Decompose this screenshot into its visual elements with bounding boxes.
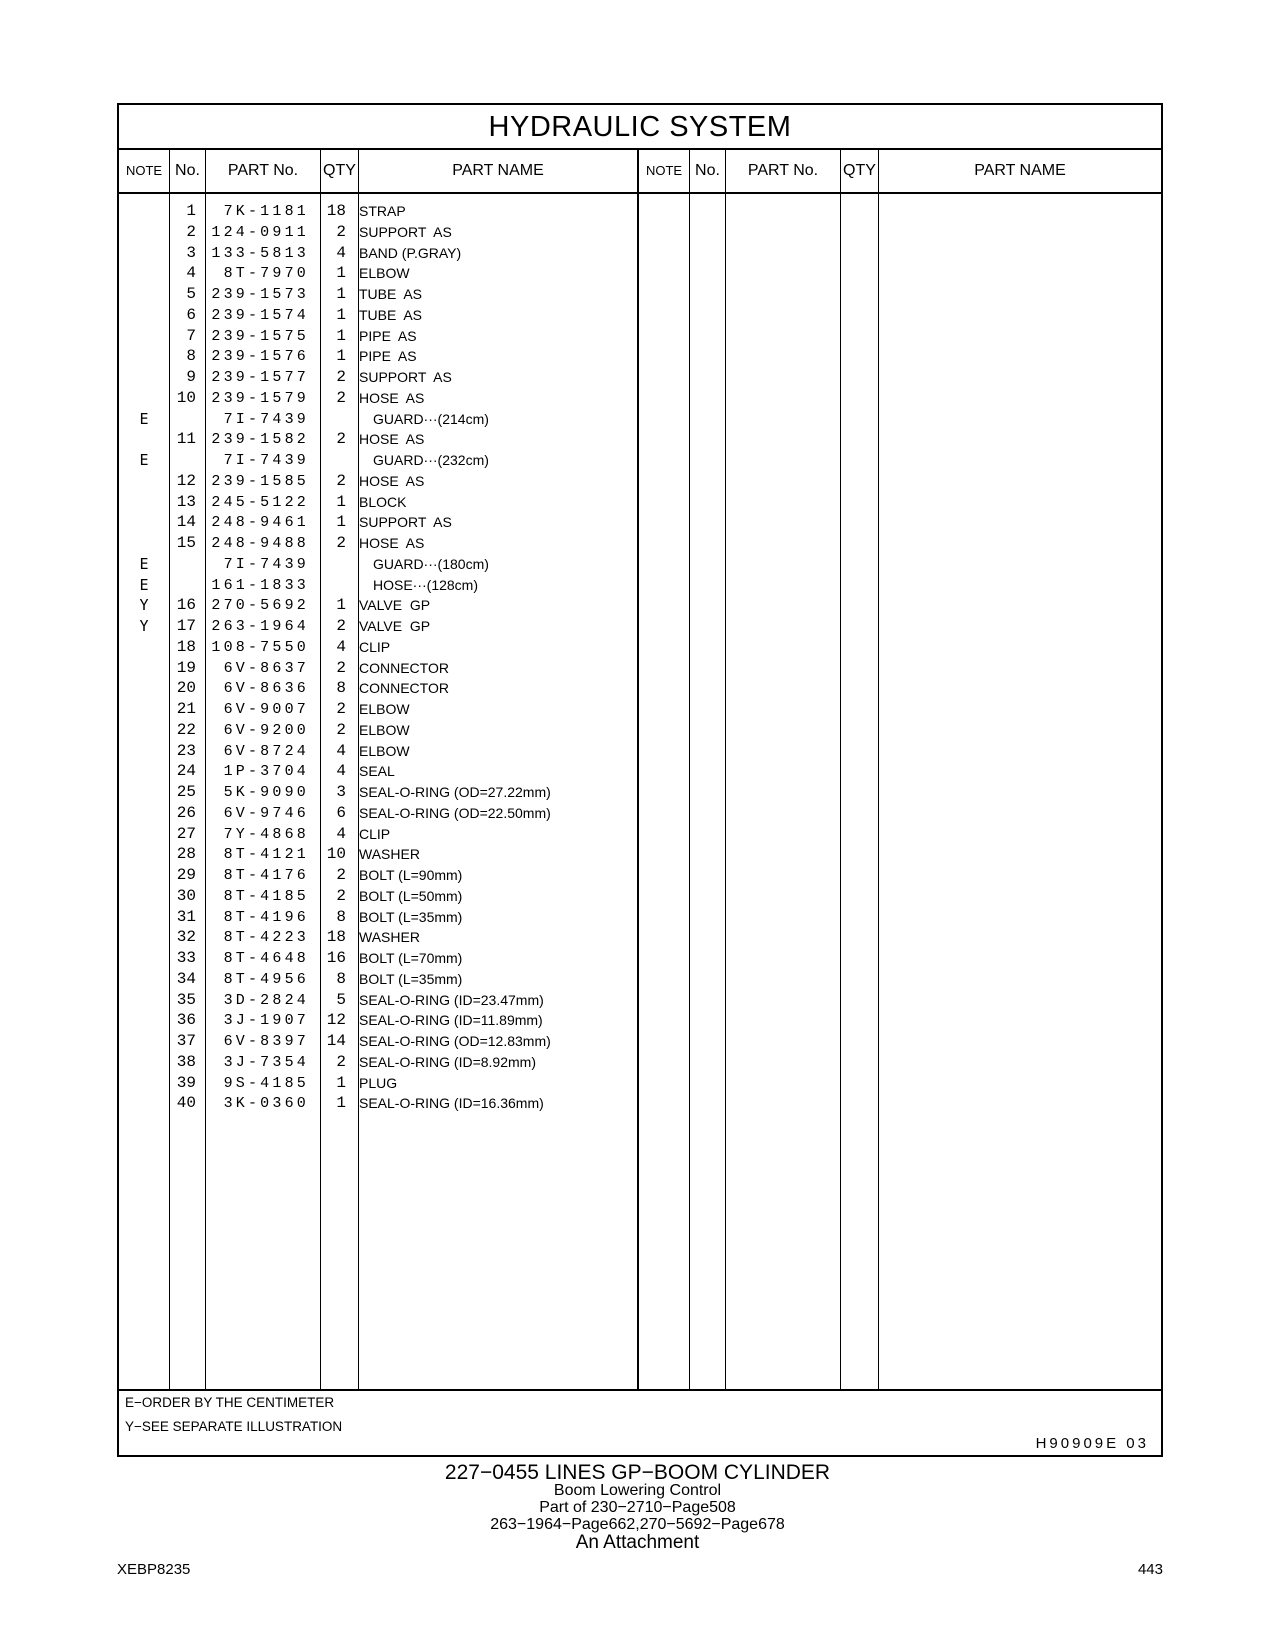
part-number-cell: 8T-4223 (223, 929, 309, 947)
part-name-cell: BLOCK (359, 493, 407, 510)
table-row (119, 575, 1161, 596)
part-number-cell: 6V-9007 (223, 701, 309, 718)
header-note-left: NOTE (125, 163, 163, 178)
table-header (119, 150, 1161, 194)
quantity-cell: 18 (326, 928, 346, 947)
quantity-cell: 2 (336, 886, 346, 905)
part-name-cell: VALVE GP (359, 618, 431, 634)
part-number-cell: 270-5692 (211, 597, 309, 615)
item-number-cell: 33 (176, 949, 196, 967)
part-number-cell: 7I-7439 (223, 452, 309, 469)
table-row (119, 637, 1161, 658)
item-number-cell: 4 (186, 264, 196, 283)
item-number-cell: 14 (176, 513, 196, 532)
part-number-cell: 239-1582 (211, 431, 309, 449)
quantity-cell: 2 (336, 368, 346, 386)
item-number-cell: 12 (176, 471, 196, 490)
caption-title: 227−0455 LINES GP−BOOM CYLINDER (444, 1461, 831, 1484)
item-number-cell: 25 (176, 783, 196, 801)
table-row (119, 658, 1161, 679)
table-row (119, 1031, 1161, 1052)
table-row (119, 554, 1161, 575)
part-name-cell: WASHER (359, 846, 420, 863)
part-number-cell: 3J-7354 (223, 1053, 309, 1071)
part-name-cell: CLIP (359, 825, 391, 842)
item-number-cell: 39 (176, 1073, 196, 1092)
quantity-cell: 2 (336, 720, 346, 739)
quantity-cell: 5 (336, 990, 346, 1009)
table-row (119, 1010, 1161, 1031)
part-name-cell: BOLT (L=35mm) (359, 970, 463, 987)
part-name-cell: SEAL-O-RING (ID=11.89mm) (359, 1012, 543, 1029)
part-number-cell: 8T-4196 (223, 908, 309, 926)
quantity-cell: 12 (326, 1011, 346, 1030)
table-row (119, 616, 1161, 637)
quantity-cell: 4 (336, 243, 346, 262)
item-number-cell: 13 (176, 492, 196, 511)
part-number-cell: 245-5122 (211, 493, 309, 511)
quantity-cell: 1 (336, 285, 346, 303)
item-number-cell: 20 (176, 679, 196, 698)
part-number-cell: 3D-2824 (223, 991, 309, 1009)
caption-subtitle: Boom Lowering Control (553, 1482, 722, 1499)
header-part-no-right: PART No. (747, 162, 819, 179)
item-number-cell: 7 (186, 326, 196, 345)
part-name-cell: HOSE···(128cm) (373, 576, 479, 593)
part-number-cell: 8T-4121 (223, 846, 309, 864)
table-row (119, 326, 1161, 347)
table-row (119, 222, 1161, 243)
part-number-cell: 239-1575 (211, 327, 309, 345)
part-name-cell: HOSE AS (359, 472, 425, 489)
part-number-cell: 6V-8637 (223, 659, 309, 677)
table-row (119, 1073, 1161, 1094)
table-row (119, 720, 1161, 741)
table-row (119, 388, 1161, 409)
table-row (119, 741, 1161, 762)
item-number-cell: 29 (176, 866, 196, 884)
part-number-cell: 1P-3704 (223, 763, 309, 781)
table-row (119, 512, 1161, 533)
table-row (119, 450, 1161, 471)
quantity-cell: 4 (336, 637, 346, 656)
part-number-cell: 248-9488 (211, 535, 309, 552)
part-name-cell: BOLT (L=50mm) (359, 887, 463, 904)
item-number-cell: 23 (176, 741, 196, 760)
header-note-right: NOTE (645, 163, 683, 178)
quantity-cell: 8 (336, 969, 346, 988)
quantity-cell: 1 (336, 513, 346, 532)
quantity-cell: 16 (326, 949, 346, 967)
table-row (119, 243, 1161, 264)
item-number-cell: 32 (176, 928, 196, 947)
quantity-cell: 2 (336, 866, 346, 884)
part-name-cell: ELBOW (359, 701, 410, 717)
footnote-y: Y−SEE SEPARATE ILLUSTRATION (125, 1419, 343, 1434)
header-no-right: No. (695, 162, 720, 179)
table-row (119, 492, 1161, 513)
part-number-cell: 7Y-4868 (223, 825, 309, 843)
caption-part-of: Part of 230−2710−Page508 (539, 1499, 736, 1516)
part-number-cell: 248-9461 (211, 514, 309, 532)
table-row (119, 865, 1161, 886)
part-name-cell: BOLT (L=35mm) (359, 908, 463, 925)
note-cell: E (139, 554, 149, 573)
caption-attachment: An Attachment (575, 1532, 700, 1553)
part-name-cell: PLUG (359, 1074, 398, 1091)
part-name-cell: SEAL (359, 763, 395, 780)
table-footer (119, 1389, 1161, 1457)
part-number-cell: 7K-1181 (223, 203, 309, 220)
item-number-cell: 19 (176, 658, 196, 677)
item-number-cell: 1 (186, 202, 196, 220)
quantity-cell: 1 (336, 264, 346, 283)
quantity-cell: 8 (336, 679, 346, 698)
quantity-cell: 1 (336, 326, 346, 345)
part-number-cell: 161-1833 (211, 576, 309, 594)
header-qty-left: QTY (323, 162, 356, 179)
part-number-cell: 8T-4176 (223, 867, 309, 884)
table-row (119, 927, 1161, 948)
item-number-cell: 24 (176, 762, 196, 781)
quantity-cell: 2 (336, 534, 346, 552)
part-number-cell: 133-5813 (211, 244, 309, 262)
part-number-cell: 7I-7439 (223, 555, 309, 573)
item-number-cell: 16 (176, 596, 196, 615)
part-name-cell: GUARD···(214cm) (373, 410, 489, 427)
part-name-cell: SEAL-O-RING (ID=23.47mm) (359, 991, 544, 1008)
part-number-cell: 3J-1907 (223, 1012, 309, 1030)
note-cell: E (139, 575, 149, 594)
note-cell: Y (139, 617, 149, 635)
quantity-cell: 14 (326, 1032, 346, 1050)
header-part-no-left: PART No. (227, 162, 299, 179)
part-name-cell: CONNECTOR (359, 659, 449, 676)
quantity-cell: 2 (336, 658, 346, 677)
item-number-cell: 27 (176, 824, 196, 843)
part-name-cell: HOSE AS (359, 389, 425, 406)
part-number-cell: 239-1573 (211, 286, 309, 303)
table-row (119, 782, 1161, 803)
parts-table (117, 103, 1163, 1457)
part-name-cell: SUPPORT AS (359, 223, 452, 240)
table-row (119, 886, 1161, 907)
table-row (119, 263, 1161, 284)
item-number-cell: 3 (186, 243, 196, 262)
part-number-cell: 7I-7439 (223, 410, 309, 428)
item-number-cell: 28 (176, 845, 196, 864)
part-number-cell: 239-1577 (211, 369, 309, 386)
table-row (119, 678, 1161, 699)
quantity-cell: 4 (336, 762, 346, 781)
part-name-cell: TUBE AS (359, 306, 423, 323)
item-number-cell: 11 (176, 430, 196, 449)
part-number-cell: 239-1574 (211, 306, 309, 324)
item-number-cell: 35 (176, 990, 196, 1009)
item-number-cell: 8 (186, 347, 196, 366)
quantity-cell: 1 (336, 305, 346, 324)
part-name-cell: HOSE AS (359, 431, 425, 448)
part-number-cell: 8T-7970 (223, 265, 309, 283)
item-number-cell: 37 (176, 1032, 196, 1050)
quantity-cell: 1 (336, 347, 346, 366)
table-row (119, 346, 1161, 367)
part-name-cell: STRAP (359, 203, 406, 219)
quantity-cell: 2 (336, 388, 346, 407)
item-number-cell: 15 (176, 534, 196, 552)
part-number-cell: 239-1585 (211, 472, 309, 490)
quantity-cell: 2 (336, 1052, 346, 1071)
part-number-cell: 9S-4185 (223, 1074, 309, 1092)
table-row (119, 803, 1161, 824)
part-name-cell: VALVE GP (359, 597, 431, 614)
part-number-cell: 5K-9090 (223, 784, 309, 801)
table-row (119, 429, 1161, 450)
part-name-cell: HOSE AS (359, 535, 425, 551)
illustration-code: H90909E 03 (1035, 1435, 1149, 1452)
table-body (119, 194, 1161, 1389)
quantity-cell: 2 (336, 617, 346, 635)
quantity-cell: 4 (336, 824, 346, 843)
table-row (119, 367, 1161, 388)
header-part-name-left: PART NAME (452, 162, 544, 179)
table-row (119, 699, 1161, 720)
part-name-cell: BAND (P.GRAY) (359, 244, 462, 261)
table-row (119, 824, 1161, 845)
item-number-cell: 34 (176, 969, 196, 988)
item-number-cell: 21 (176, 700, 196, 718)
quantity-cell: 2 (336, 222, 346, 241)
item-number-cell: 9 (186, 368, 196, 386)
table-row (119, 948, 1161, 969)
item-number-cell: 38 (176, 1052, 196, 1071)
part-name-cell: SEAL-O-RING (OD=12.83mm) (359, 1033, 551, 1049)
note-cell: E (139, 451, 149, 469)
page-number: 443 (1137, 1561, 1163, 1578)
item-number-cell: 36 (176, 1011, 196, 1030)
quantity-cell: 18 (326, 202, 346, 220)
part-name-cell: SEAL-O-RING (OD=27.22mm) (359, 784, 551, 800)
part-name-cell: CLIP (359, 638, 391, 655)
quantity-cell: 2 (336, 700, 346, 718)
table-row (119, 969, 1161, 990)
quantity-cell: 4 (336, 741, 346, 760)
table-row (119, 844, 1161, 865)
part-number-cell: 124-0911 (211, 223, 309, 241)
part-name-cell: SUPPORT AS (359, 514, 452, 531)
quantity-cell: 6 (336, 803, 346, 822)
part-number-cell: 8T-4185 (223, 887, 309, 905)
part-name-cell: SEAL-O-RING (ID=16.36mm) (359, 1095, 544, 1112)
note-cell: E (139, 409, 149, 428)
part-number-cell: 6V-8636 (223, 680, 309, 698)
part-number-cell: 8T-4956 (223, 970, 309, 988)
header-qty-right: QTY (843, 162, 876, 179)
part-number-cell: 6V-8397 (223, 1033, 309, 1050)
part-number-cell: 6V-8724 (223, 742, 309, 760)
part-name-cell: BOLT (L=90mm) (359, 867, 463, 883)
part-name-cell: PIPE AS (359, 327, 417, 344)
part-number-cell: 6V-9746 (223, 804, 309, 822)
item-number-cell: 2 (186, 222, 196, 241)
part-number-cell: 239-1576 (211, 348, 309, 366)
part-name-cell: GUARD···(232cm) (373, 452, 489, 468)
quantity-cell: 8 (336, 907, 346, 926)
footnote-e: E−ORDER BY THE CENTIMETER (125, 1395, 335, 1410)
table-row (119, 990, 1161, 1011)
item-number-cell: 18 (176, 637, 196, 656)
section-title: HYDRAULIC SYSTEM (119, 105, 1161, 150)
item-number-cell: 22 (176, 720, 196, 739)
quantity-cell: 1 (336, 1073, 346, 1092)
table-row (119, 284, 1161, 305)
part-number-cell: 108-7550 (211, 638, 309, 656)
quantity-cell: 2 (336, 430, 346, 449)
part-name-cell: ELBOW (359, 721, 410, 738)
part-name-cell: ELBOW (359, 265, 410, 282)
caption-references: 263−1964−Page662,270−5692−Page678 (490, 1516, 785, 1533)
part-number-cell: 263-1964 (211, 618, 309, 635)
table-row (119, 595, 1161, 616)
part-number-cell: 239-1579 (211, 389, 309, 407)
table-row (119, 761, 1161, 782)
item-number-cell: 5 (186, 285, 196, 303)
note-cell: Y (139, 596, 149, 615)
header-no-left: No. (175, 162, 200, 179)
item-number-cell: 31 (176, 907, 196, 926)
document-id: XEBP8235 (117, 1561, 191, 1578)
table-row (119, 201, 1161, 222)
item-number-cell: 10 (176, 388, 196, 407)
quantity-cell: 1 (336, 492, 346, 511)
item-number-cell: 6 (186, 305, 196, 324)
quantity-cell: 1 (336, 596, 346, 615)
part-number-cell: 8T-4648 (223, 950, 309, 967)
part-name-cell: GUARD···(180cm) (373, 555, 489, 572)
header-part-name-right: PART NAME (974, 162, 1066, 179)
table-row (119, 409, 1161, 430)
table-row (119, 471, 1161, 492)
quantity-cell: 3 (336, 783, 346, 801)
table-row (119, 305, 1161, 326)
item-number-cell: 26 (176, 803, 196, 822)
part-name-cell: SEAL-O-RING (ID=8.92mm) (359, 1053, 536, 1070)
part-number-cell: 6V-9200 (223, 721, 309, 739)
table-row (119, 1052, 1161, 1073)
item-number-cell: 30 (176, 886, 196, 905)
part-name-cell: SEAL-O-RING (OD=22.50mm) (359, 804, 551, 821)
part-name-cell: WASHER (359, 929, 420, 946)
part-name-cell: BOLT (L=70mm) (359, 950, 463, 966)
part-name-cell: SUPPORT AS (359, 369, 452, 385)
part-number-cell: 3K-0360 (223, 1095, 309, 1113)
item-number-cell: 40 (176, 1094, 196, 1113)
quantity-cell: 10 (326, 845, 346, 864)
part-name-cell: PIPE AS (359, 348, 417, 365)
quantity-cell: 1 (336, 1094, 346, 1113)
part-name-cell: TUBE AS (359, 286, 423, 302)
table-row (119, 533, 1161, 554)
table-row (119, 1093, 1161, 1114)
item-number-cell: 17 (176, 617, 196, 635)
quantity-cell: 2 (336, 471, 346, 490)
part-name-cell: ELBOW (359, 742, 410, 759)
table-row (119, 907, 1161, 928)
part-name-cell: CONNECTOR (359, 680, 449, 697)
